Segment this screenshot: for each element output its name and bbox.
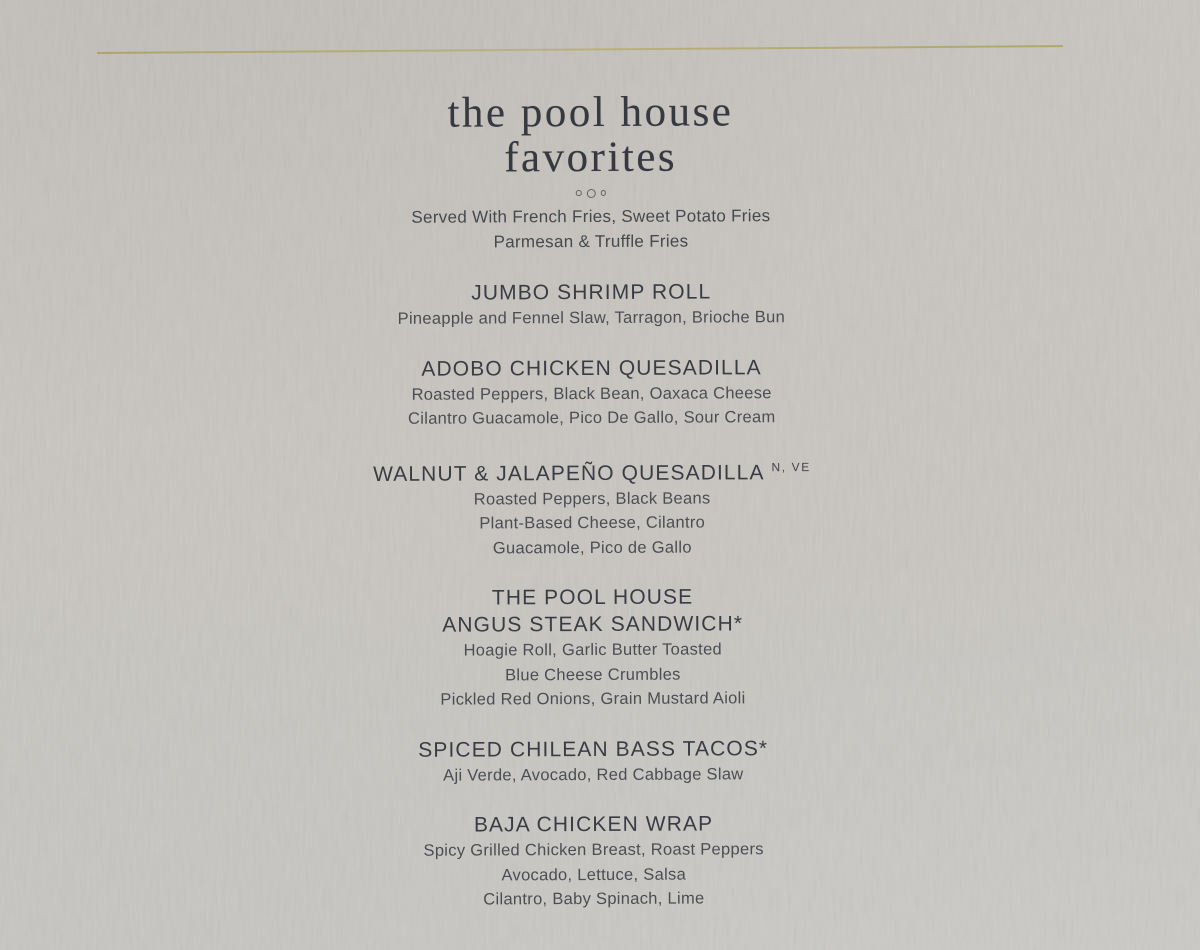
item-description-line: Avocado, Lettuce, Salsa (501, 865, 687, 884)
menu-item (0, 581, 1193, 714)
ornament-dot-icon (600, 190, 606, 196)
menu-title-line2: favorites (504, 133, 678, 182)
item-description-line: Roasted Peppers, Black Bean, Oaxaca Cheese (411, 383, 772, 404)
menu-title-line1: the pool house (447, 88, 734, 137)
menu-item (0, 452, 1192, 563)
menu-title (0, 87, 1191, 182)
item-description-line: Plant-Based Cheese, Cilantro (479, 513, 706, 533)
menu-note-line1: Served With French Fries, Sweet Potato Fries (411, 206, 771, 227)
item-description-line: Guacamole, Pico de Gallo (492, 538, 692, 557)
item-dietary-tags: N, VE (771, 459, 811, 474)
item-description-line: Roasted Peppers, Black Beans (473, 488, 711, 509)
item-description-line: Blue Cheese Crumbles (505, 665, 681, 684)
item-name: THE POOL HOUSE ANGUS STEAK SANDWICH* (442, 585, 744, 637)
item-description-line: Pickled Red Onions, Grain Mustard Aioli (440, 689, 746, 709)
menu-item (0, 276, 1191, 333)
item-description-line: Cilantro, Baby Spinach, Lime (483, 889, 705, 909)
item-description-line: Pineapple and Fennel Slaw, Tarragon, Brioche Bun (397, 308, 786, 328)
item-name: JUMBO SHRIMP ROLL (471, 280, 712, 305)
item-description-line: Hoagie Roll, Garlic Butter Toasted (463, 640, 723, 660)
ornament-dot-icon (586, 188, 595, 197)
item-name: WALNUT & JALAPEÑO QUESADILLA $^{N, VE}$ (373, 459, 811, 486)
item-name: BAJA CHICKEN WRAP (473, 812, 714, 837)
menu-item (0, 352, 1192, 433)
menu-item (0, 733, 1193, 790)
ornament-dot-icon (576, 190, 582, 196)
ornament-circles-icon (0, 185, 1191, 200)
menu-note-line2: Parmesan & Truffle Fries (493, 231, 689, 252)
item-description-line: Spicy Grilled Chicken Breast, Roast Peppers (423, 840, 764, 860)
menu-note (0, 201, 1191, 256)
item-name: ADOBO CHICKEN QUESADILLA (421, 355, 762, 381)
item-description-line: Cilantro Guacamole, Pico De Gallo, Sour Cream (407, 408, 776, 428)
item-description-line: Aji Verde, Avocado, Red Cabbage Slaw (443, 764, 744, 785)
menu-items (0, 276, 1194, 914)
item-name: SPICED CHILEAN BASS TACOS* (418, 736, 769, 762)
menu-item (0, 808, 1194, 914)
